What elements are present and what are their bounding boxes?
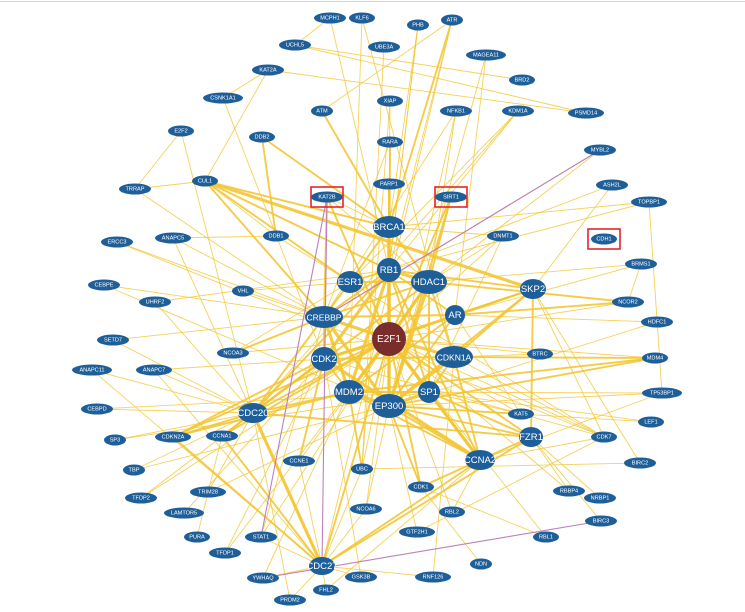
edge-phb-brca1: [389, 25, 418, 227]
node-label-psmd14: PSMD14: [574, 110, 598, 117]
node-label-birc3: BIRC3: [592, 518, 610, 525]
node-tfdp1[interactable]: [209, 548, 241, 559]
node-label-kat2b: KAT2B: [318, 194, 336, 201]
edge-fhl2-ccna2: [326, 460, 480, 590]
node-label-rbl2: RBL2: [445, 509, 459, 516]
node-sp1[interactable]: [418, 381, 440, 403]
edge-brca1-topbp1: [389, 202, 649, 227]
edge-crebbp-ar: [324, 315, 455, 317]
node-ash2l[interactable]: [596, 180, 628, 191]
node-tfdp2[interactable]: [125, 493, 157, 504]
node-kdm1a[interactable]: [502, 106, 534, 117]
node-label-klf6: KLF6: [355, 15, 369, 22]
node-label-ndn: NDN: [474, 561, 488, 568]
node-label-ube3a: UBE3A: [374, 44, 394, 51]
node-label-birc2: BIRC2: [631, 460, 649, 467]
node-label-brd2: BRD2: [514, 77, 530, 84]
node-kat2a[interactable]: [252, 65, 284, 76]
node-label-kat5: KAT5: [514, 411, 528, 418]
node-ercc3[interactable]: [101, 237, 133, 248]
node-magea11[interactable]: [466, 50, 506, 61]
node-label-tfdp2: TFDP2: [132, 495, 150, 502]
node-cdkn2a[interactable]: [155, 432, 191, 443]
edge-skp2-birc2: [533, 289, 640, 463]
node-label-ccna2: CCNA2: [463, 455, 497, 466]
node-brd2[interactable]: [509, 75, 535, 86]
node-gtf2h1[interactable]: [399, 527, 435, 538]
edge-cul1-kat2a: [205, 70, 268, 181]
node-anapc11[interactable]: [72, 365, 112, 376]
node-cul1[interactable]: [192, 176, 218, 187]
node-label-cul1: CUL1: [197, 178, 213, 185]
node-label-cdk7: CDK7: [596, 434, 612, 441]
node-label-gtf2h1: GTF2H1: [406, 529, 428, 536]
node-label-tbp: TBP: [128, 467, 140, 474]
node-fzr1[interactable]: [519, 427, 543, 447]
node-sp3[interactable]: [104, 435, 126, 446]
node-label-vhl: VHL: [237, 288, 249, 295]
node-ep300[interactable]: [372, 394, 406, 418]
node-label-sp3: SP3: [109, 437, 121, 444]
node-label-ddb2: DDB2: [254, 134, 270, 141]
node-label-topbp1: TOPBP1: [638, 199, 660, 206]
node-crebbp[interactable]: [305, 306, 343, 328]
node-label-parp1: PARP1: [380, 181, 398, 188]
node-psmd14[interactable]: [568, 108, 604, 119]
node-label-mdm2: MDM2: [335, 387, 363, 398]
node-label-gsk3b: GSK3B: [351, 574, 371, 581]
node-pura[interactable]: [184, 532, 210, 543]
edge-cdc20-anapc7: [154, 370, 253, 413]
node-label-crebbp: CREBBP: [306, 312, 342, 323]
node-label-nfkb1: NFKB1: [446, 108, 466, 115]
node-label-e2f2: E2F2: [174, 128, 188, 135]
edge-brms1-ncor2: [628, 264, 641, 302]
node-label-xiap: XIAP: [383, 98, 397, 105]
node-label-cdk1: CDK1: [413, 484, 429, 491]
node-cebpd[interactable]: [81, 404, 113, 415]
node-label-ercc3: ERCC3: [107, 239, 127, 246]
node-label-ar: AR: [448, 310, 462, 321]
node-label-cdkn1a: CDKN1A: [436, 352, 472, 363]
node-ubc[interactable]: [351, 464, 373, 475]
node-label-ncor2: NCOR2: [618, 299, 638, 306]
node-mybl2[interactable]: [584, 145, 616, 156]
node-label-cdh1: CDH1: [596, 236, 612, 243]
node-label-anapc7: ANAPC7: [142, 367, 166, 374]
edge-birc2-ubc: [362, 463, 640, 469]
node-ccna1[interactable]: [206, 431, 238, 442]
edge-crebbp-anapc5: [173, 238, 324, 317]
node-setd7[interactable]: [97, 335, 129, 346]
node-cdh1[interactable]: [591, 234, 617, 245]
node-label-rara: RARA: [382, 139, 398, 146]
node-ube3a[interactable]: [368, 42, 400, 53]
node-label-skp2: SKP2: [520, 284, 546, 295]
node-label-atr: ATR: [446, 17, 458, 24]
node-ar[interactable]: [445, 305, 465, 325]
node-label-cdkn2a: CDKN2A: [161, 434, 185, 441]
node-label-rbbp4: RBBP4: [559, 488, 579, 495]
edge-ar-hdfc1: [455, 315, 657, 322]
node-label-tp53bp1: TP53BP1: [650, 390, 674, 397]
node-ncoa6[interactable]: [350, 504, 382, 515]
node-ncor2[interactable]: [612, 297, 644, 308]
node-label-phb: PHB: [412, 22, 424, 29]
node-label-cdc27: CDC27: [306, 561, 338, 572]
node-label-anapc5: ANAPC5: [161, 235, 185, 242]
node-brms1[interactable]: [625, 259, 657, 270]
node-rnf126[interactable]: [415, 572, 451, 583]
node-label-sirt1: SIRT1: [443, 194, 459, 201]
node-e2f1[interactable]: [372, 322, 406, 356]
node-label-pura: PURA: [189, 534, 205, 541]
node-label-brca1: BRCA1: [373, 222, 405, 233]
node-label-e2f1: E2F1: [377, 334, 401, 345]
node-label-hdac1: HDAC1: [412, 277, 446, 288]
edge-brca1-ddb2: [262, 137, 389, 227]
node-nrbp1[interactable]: [584, 493, 616, 504]
node-dnmt1[interactable]: [487, 231, 519, 242]
node-uhrf2[interactable]: [139, 297, 171, 308]
node-anapc5[interactable]: [155, 233, 191, 244]
node-rbl2[interactable]: [439, 507, 465, 518]
node-cdk7[interactable]: [591, 432, 617, 443]
node-lef1[interactable]: [638, 417, 664, 428]
node-label-btrc: BTRC: [532, 351, 548, 358]
node-btrc[interactable]: [527, 349, 553, 360]
node-label-esr1: ESR1: [337, 277, 363, 288]
node-atr[interactable]: [441, 15, 463, 26]
node-label-anapc11: ANAPC11: [79, 367, 105, 374]
edge-crebbp-cebpe: [104, 285, 324, 317]
node-skp2[interactable]: [520, 279, 546, 299]
node-phb[interactable]: [407, 20, 429, 31]
node-xiap[interactable]: [377, 96, 403, 107]
node-label-rnf126: RNF126: [422, 574, 444, 581]
edge-brca1-dnmt1: [389, 227, 503, 236]
node-label-nrbp1: NRBP1: [590, 495, 610, 502]
node-ncoa3[interactable]: [217, 348, 249, 359]
node-e2f2[interactable]: [168, 126, 194, 137]
node-label-mybl2: MYBL2: [590, 147, 610, 154]
edge-ar-ncor2: [455, 302, 628, 315]
node-label-magea11: MAGEA11: [472, 52, 500, 59]
node-kat5[interactable]: [508, 409, 534, 420]
node-tbp[interactable]: [123, 465, 145, 476]
node-anapc7[interactable]: [136, 365, 172, 376]
node-rb1[interactable]: [377, 258, 401, 282]
node-rbl1[interactable]: [533, 532, 559, 543]
node-birc2[interactable]: [624, 458, 656, 469]
node-label-ddb1: DDB1: [268, 233, 284, 240]
node-ddb1[interactable]: [263, 231, 289, 242]
node-rbbp4[interactable]: [553, 486, 585, 497]
node-label-atm: ATM: [316, 108, 328, 115]
node-klf6[interactable]: [349, 13, 375, 24]
node-label-mdm4: MDM4: [646, 355, 664, 362]
node-label-tfdp1: TFDP1: [216, 550, 234, 557]
node-label-ccne1: CCNE1: [289, 458, 309, 465]
node-label-ccna1: CCNA1: [212, 433, 232, 440]
node-sirt1[interactable]: [435, 192, 467, 203]
node-topbp1[interactable]: [631, 197, 667, 208]
node-lamtor5[interactable]: [164, 508, 204, 519]
node-label-cdk2: CDK2: [311, 354, 337, 365]
node-mdm2[interactable]: [334, 380, 364, 404]
node-ddb2[interactable]: [249, 132, 275, 143]
node-ccne1[interactable]: [283, 456, 315, 467]
node-trrap[interactable]: [119, 184, 151, 195]
node-label-prdm2: PRDM2: [280, 597, 300, 604]
node-trim28[interactable]: [190, 487, 226, 498]
node-label-sp1: SP1: [420, 387, 438, 398]
node-stat1[interactable]: [245, 532, 277, 543]
node-vhl[interactable]: [232, 286, 254, 297]
node-label-hdfc1: HDFC1: [647, 319, 667, 326]
node-nfkb1[interactable]: [440, 106, 472, 117]
node-label-lef1: LEF1: [644, 419, 658, 426]
node-uchl5[interactable]: [279, 40, 311, 51]
node-gsk3b[interactable]: [345, 572, 377, 583]
node-mdm4[interactable]: [642, 353, 668, 364]
node-label-uchl5: UCHL5: [285, 42, 305, 49]
node-label-cdc20: CDC20: [237, 408, 269, 419]
node-hdfc1[interactable]: [641, 317, 673, 328]
node-label-ncoa3: NCOA3: [223, 350, 243, 357]
node-ndn[interactable]: [470, 559, 492, 570]
node-csnk1a1[interactable]: [203, 93, 243, 104]
edge-fzr1-birc3: [531, 437, 601, 521]
node-label-kdm1a: KDM1A: [508, 108, 528, 115]
node-label-ash2l: ASH2L: [603, 182, 621, 189]
edge-e2f1-ncor2: [389, 302, 628, 339]
edge-cdkn1a-mdm4: [454, 357, 655, 358]
node-label-cebpe: CEBPE: [94, 282, 114, 289]
node-prdm2[interactable]: [274, 595, 306, 606]
node-cebpe[interactable]: [88, 280, 120, 291]
node-label-trrap: TRRAP: [125, 186, 145, 193]
node-rara[interactable]: [377, 137, 403, 148]
node-tp53bp1[interactable]: [642, 388, 682, 399]
edge-cdk2-cdkn1a: [324, 357, 454, 359]
node-cdk1[interactable]: [408, 482, 434, 493]
edge-fzr1-cdc27: [322, 437, 531, 566]
node-brca1[interactable]: [373, 216, 405, 238]
node-label-fzr1: FZR1: [519, 432, 543, 443]
node-label-mcph1: MCPH1: [320, 15, 340, 22]
node-parp1[interactable]: [373, 179, 405, 190]
node-label-kat2a: KAT2A: [259, 67, 277, 74]
node-mcph1[interactable]: [314, 13, 346, 24]
node-ywhaq[interactable]: [247, 573, 279, 584]
node-kat2b[interactable]: [311, 192, 343, 203]
node-hdac1[interactable]: [411, 270, 447, 294]
node-atm[interactable]: [311, 106, 333, 117]
edge-topbp1-tp53bp1: [646, 202, 664, 393]
node-cdk2[interactable]: [311, 347, 337, 371]
node-label-rbl1: RBL1: [539, 534, 553, 541]
node-birc3[interactable]: [585, 516, 617, 527]
node-label-fhl2: FHL2: [319, 587, 333, 594]
node-label-csnk1a1: CSNK1A1: [210, 95, 236, 102]
node-label-brms1: BRMS1: [631, 261, 651, 268]
node-cdkn1a[interactable]: [435, 346, 473, 368]
node-label-rb1: RB1: [379, 265, 399, 276]
node-label-ubc: UBC: [356, 466, 368, 473]
edge-magea11-ar: [455, 55, 486, 315]
node-label-setd7: SETD7: [103, 337, 123, 344]
node-esr1[interactable]: [337, 271, 363, 293]
node-label-stat1: STAT1: [252, 534, 270, 541]
edge-e2f2-trrap: [135, 131, 181, 189]
node-label-cebpd: CEBPD: [87, 406, 107, 413]
edge-brca1-cul1: [205, 181, 389, 227]
node-fhl2[interactable]: [313, 585, 339, 596]
node-label-ep300: EP300: [374, 401, 404, 412]
node-label-uhrf2: UHRF2: [145, 299, 165, 306]
node-label-lamtor5: LAMTOR5: [170, 510, 198, 517]
node-label-dnmt1: DNMT1: [493, 233, 513, 240]
node-label-ywhaq: YWHAQ: [252, 575, 274, 582]
node-label-ncoa6: NCOA6: [356, 506, 376, 513]
node-label-trim28: TRIM28: [198, 489, 218, 496]
